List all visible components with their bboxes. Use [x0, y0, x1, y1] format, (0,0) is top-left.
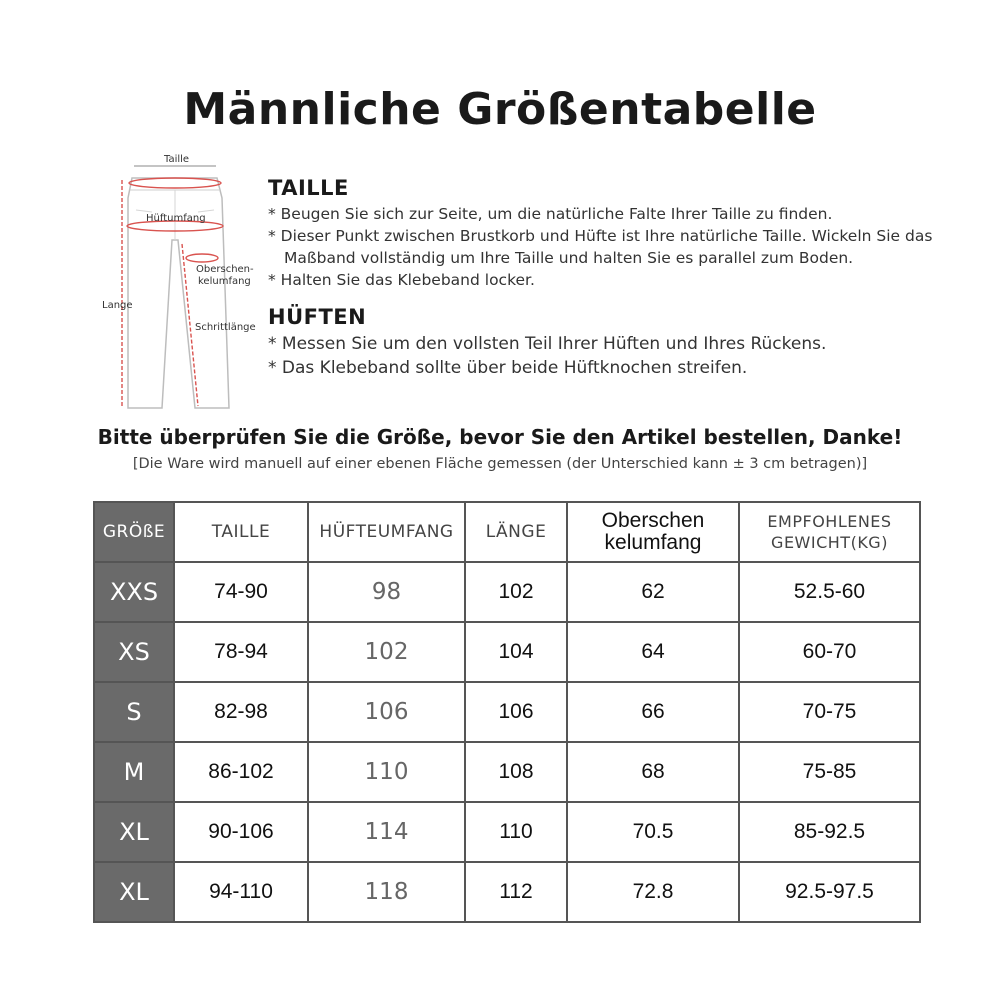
header-size: GRÖßE — [94, 502, 174, 562]
cell-waist: 78-94 — [174, 622, 308, 682]
table-row — [94, 562, 920, 622]
cell-size: S — [94, 682, 174, 742]
page-title: Männliche Größentabelle — [183, 84, 817, 135]
cell-weight: 60-70 — [739, 622, 920, 682]
cell-hip: 98 — [308, 562, 465, 622]
cell-waist: 90-106 — [174, 802, 308, 862]
cell-thigh: 70.5 — [567, 802, 739, 862]
cell-thigh: 68 — [567, 742, 739, 802]
cell-length: 106 — [465, 682, 567, 742]
cell-weight: 52.5-60 — [739, 562, 920, 622]
pants-measurement-diagram — [92, 150, 267, 420]
table-row — [94, 862, 920, 922]
cell-hip: 118 — [308, 862, 465, 922]
thigh-diagram-label-line1: Oberschen- — [196, 264, 254, 275]
measurement-tolerance-note: [Die Ware wird manuell auf einer ebenen Fläche gemessen (der Unterschied kann ± 3 cm betragen)] — [132, 456, 868, 472]
table-row — [94, 742, 920, 802]
cell-size: XL — [94, 862, 174, 922]
hip-heading: HÜFTEN — [268, 305, 367, 329]
cell-weight: 85-92.5 — [739, 802, 920, 862]
header-weight-line2: GEWICHT(KG) — [771, 533, 888, 552]
length-diagram-label: Lange — [102, 300, 133, 311]
hip-bullet-1: * Messen Sie um den vollsten Teil Ihrer Hüften und Ihres Rückens. — [268, 334, 827, 354]
waist-heading: TAILLE — [268, 176, 349, 200]
cell-thigh: 66 — [567, 682, 739, 742]
waist-section — [268, 176, 968, 291]
waist-bullet-1: * Beugen Sie sich zur Seite, um die natürliche Falte Ihrer Taille zu finden. — [268, 205, 833, 223]
cell-waist: 74-90 — [174, 562, 308, 622]
header-length: LÄNGE — [465, 502, 567, 562]
hip-diagram-label: Hüftumfang — [146, 213, 206, 224]
header-thigh-line1: Oberschen — [601, 509, 705, 532]
measurement-instructions — [268, 176, 968, 380]
cell-hip: 102 — [308, 622, 465, 682]
hip-section — [268, 305, 968, 380]
cell-hip: 114 — [308, 802, 465, 862]
cell-length: 108 — [465, 742, 567, 802]
cell-size: M — [94, 742, 174, 802]
cell-waist: 82-98 — [174, 682, 308, 742]
inseam-diagram-label: Schrittlänge — [195, 322, 256, 333]
header-thigh-line2: kelumfang — [604, 531, 702, 554]
waist-bullet-2: * Dieser Punkt zwischen Brustkorb und Hüfte ist Ihre natürliche Taille. Wickeln Sie das Maßband vollständig um Ihre Taille und halten Sie es parallel zum Boden. — [268, 227, 933, 267]
cell-thigh: 62 — [567, 562, 739, 622]
size-check-notice: Bitte überprüfen Sie die Größe, bevor Sie den Artikel bestellen, Danke! — [97, 425, 903, 449]
header-thigh — [567, 502, 739, 562]
cell-length: 110 — [465, 802, 567, 862]
cell-waist: 94-110 — [174, 862, 308, 922]
cell-weight: 75-85 — [739, 742, 920, 802]
cell-length: 112 — [465, 862, 567, 922]
table-row — [94, 622, 920, 682]
header-weight — [739, 502, 920, 562]
cell-size: XS — [94, 622, 174, 682]
cell-weight: 92.5-97.5 — [739, 862, 920, 922]
cell-length: 104 — [465, 622, 567, 682]
table-row — [94, 682, 920, 742]
cell-weight: 70-75 — [739, 682, 920, 742]
cell-length: 102 — [465, 562, 567, 622]
table-row — [94, 802, 920, 862]
waist-diagram-label: Taille — [164, 154, 190, 165]
hip-bullet-2: * Das Klebeband sollte über beide Hüftknochen streifen. — [268, 358, 748, 378]
table-header-row — [94, 502, 920, 562]
waist-bullet-3: * Halten Sie das Klebeband locker. — [268, 271, 535, 289]
thigh-diagram-label-line2: kelumfang — [198, 276, 251, 287]
cell-size: XL — [94, 802, 174, 862]
header-waist: TAILLE — [174, 502, 308, 562]
cell-waist: 86-102 — [174, 742, 308, 802]
header-weight-line1: EMPFOHLENES — [767, 512, 892, 531]
cell-thigh: 72.8 — [567, 862, 739, 922]
cell-hip: 106 — [308, 682, 465, 742]
cell-hip: 110 — [308, 742, 465, 802]
pants-illustration — [92, 150, 267, 420]
size-chart-table — [93, 501, 921, 923]
header-hip: HÜFTEUMFANG — [308, 502, 465, 562]
cell-size: XXS — [94, 562, 174, 622]
cell-thigh: 64 — [567, 622, 739, 682]
